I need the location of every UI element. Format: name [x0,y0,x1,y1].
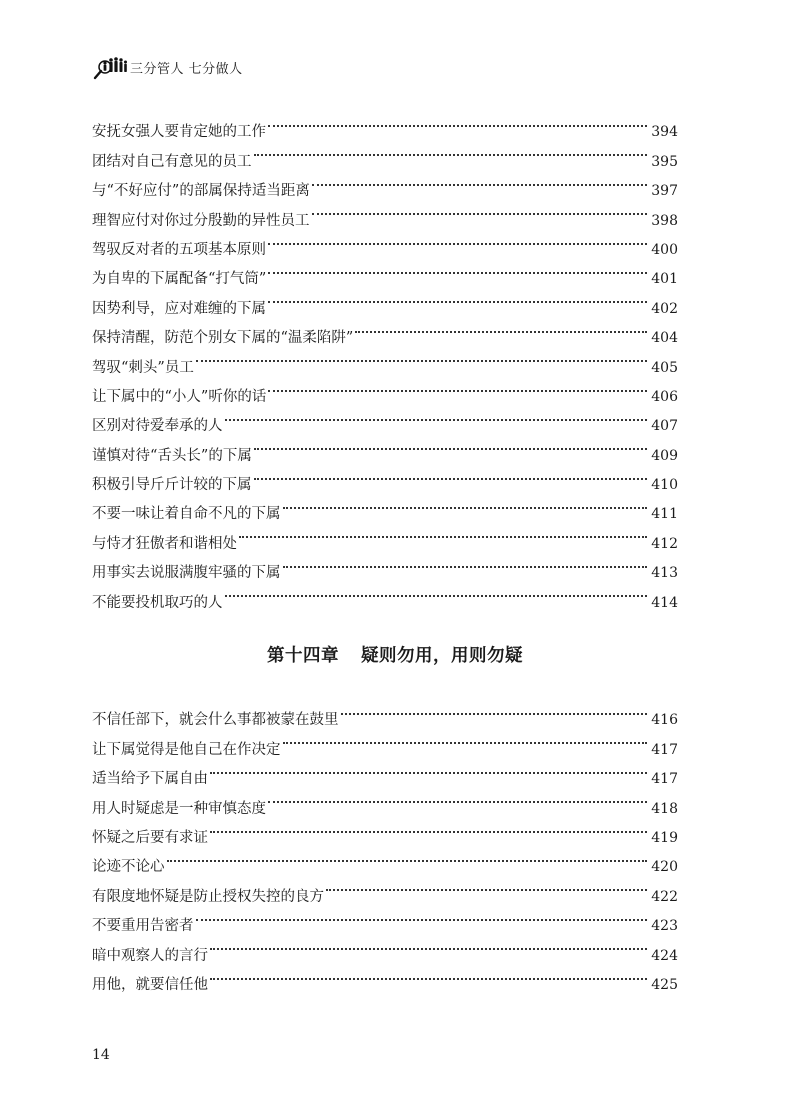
toc-entry-title: 因势利导，应对难缠的下属 [92,300,266,317]
dot-leader [312,195,648,224]
toc-entry-title: 怀疑之后要有求证 [92,829,208,846]
toc-entry-page: 420 [651,859,678,876]
dot-leader [254,430,647,459]
dot-leader [268,372,647,401]
toc-entry-title: 让下属觉得是他自己在作决定 [92,741,281,758]
dot-leader [312,166,647,195]
toc-entry-title: 团结对自己有意见的员工 [92,153,252,170]
toc-entry-page: 418 [651,800,678,817]
dot-leader [268,225,647,254]
dot-leader [210,930,647,959]
toc-entry[interactable] [92,695,678,729]
dot-leader [268,107,647,136]
toc-entry-title: 与“不好应付”的部属保持适当距离 [92,183,310,200]
toc-entry-page: 409 [651,447,678,464]
dot-leader [254,460,648,489]
toc-list-chapter-14 [92,695,678,993]
toc-entry-title: 理智应付对你过分殷勤的异性员工 [92,212,310,229]
dot-leader [225,577,648,606]
dot-leader [225,401,648,430]
toc-entry-page: 424 [651,947,678,964]
toc-entry-title: 保持清醒，防范个别女下属的“温柔陷阱” [92,330,354,347]
toc-entry-title: 谨慎对待“舌头长”的下属 [92,447,252,464]
toc-entry-title: 安抚女强人要肯定她的工作 [92,124,266,141]
toc-entry-title: 用事实去说服满腹牢骚的下属 [92,565,281,582]
dot-leader [268,783,647,812]
chapter-title: 疑则勿用，用则勿疑 [361,646,523,666]
toc-entry-title: 不要一味让着自命不凡的下属 [92,506,281,523]
header-title: 三分管人 七分做人 [130,62,243,77]
toc-entry-title: 有限度地怀疑是防止授权失控的良方 [92,888,324,905]
toc-entry-title: 为自卑的下属配备“打气筒” [92,271,267,288]
toc-entry-page: 419 [651,829,678,846]
toc-entry[interactable] [92,107,678,141]
toc-entry-title: 驾驭反对者的五项基本原则 [92,241,266,258]
dot-leader [196,901,648,930]
people-magnifier-logo-icon [92,54,128,80]
dot-leader [210,754,647,783]
toc-entry-page: 395 [651,153,678,170]
toc-entry-page: 410 [651,477,678,494]
toc-entry-page: 397 [651,183,678,200]
toc-entry-title: 与恃才狂傲者和谐相处 [92,535,237,552]
dot-leader [239,518,647,547]
toc-entry-title: 让下属中的“小人”听你的话 [92,388,267,405]
toc-entry-page: 407 [651,418,678,435]
toc-entry-page: 404 [651,330,678,347]
toc-entry-page: 417 [651,771,678,788]
toc-entry-page: 425 [651,976,678,993]
toc-entry-page: 400 [651,241,678,258]
dot-leader [268,254,647,283]
toc-entry-page: 411 [651,506,678,523]
dot-leader [210,960,647,989]
dot-leader [283,489,648,518]
chapter-number: 第十四章 [267,646,339,666]
dot-leader [355,313,647,342]
toc-entry-title: 用他，就要信任他 [92,976,208,993]
toc-entry-page: 412 [651,535,678,552]
toc-entry-title: 适当给予下属自由 [92,771,208,788]
chapter-heading [0,644,790,668]
toc-entry-page: 417 [651,741,678,758]
toc-entry-page: 423 [651,918,678,935]
toc-entry-title: 区别对待爱奉承的人 [92,418,223,435]
toc-entry-page: 414 [651,594,678,611]
toc-entry-page: 422 [651,888,678,905]
toc-entry-title: 论迹不论心 [92,859,165,876]
toc-entry-page: 402 [651,300,678,317]
toc-list-previous-chapter [92,107,678,611]
dot-leader [341,695,648,724]
toc-entry[interactable] [92,871,678,905]
toc-entry[interactable] [92,842,678,876]
toc-entry-title: 驾驭“刺头”员工 [92,359,194,376]
toc-entry-page: 405 [651,359,678,376]
toc-entry-page: 413 [651,565,678,582]
page-number: 14 [92,1047,110,1063]
toc-entry-page: 398 [651,212,678,229]
dot-leader [210,813,647,842]
toc-entry-title: 积极引导斤斤计较的下属 [92,477,252,494]
running-header [92,54,243,80]
dot-leader [283,548,648,577]
toc-entry-page: 406 [651,388,678,405]
toc-entry-title: 暗中观察人的言行 [92,947,208,964]
toc-entry-page: 394 [651,124,678,141]
dot-leader [196,342,647,371]
toc-entry-page: 401 [651,271,678,288]
toc-entry-title: 不信任部下，就会什么事都被蒙在鼓里 [92,712,339,729]
toc-entry-page: 416 [651,712,678,729]
dot-leader [326,871,647,900]
dot-leader [283,724,648,753]
dot-leader [268,283,647,312]
toc-entry-title: 用人时疑虑是一种审慎态度 [92,800,266,817]
toc-entry-title: 不能要投机取巧的人 [92,594,223,611]
dot-leader [167,842,648,871]
dot-leader [254,136,648,165]
toc-entry-title: 不要重用告密者 [92,918,194,935]
